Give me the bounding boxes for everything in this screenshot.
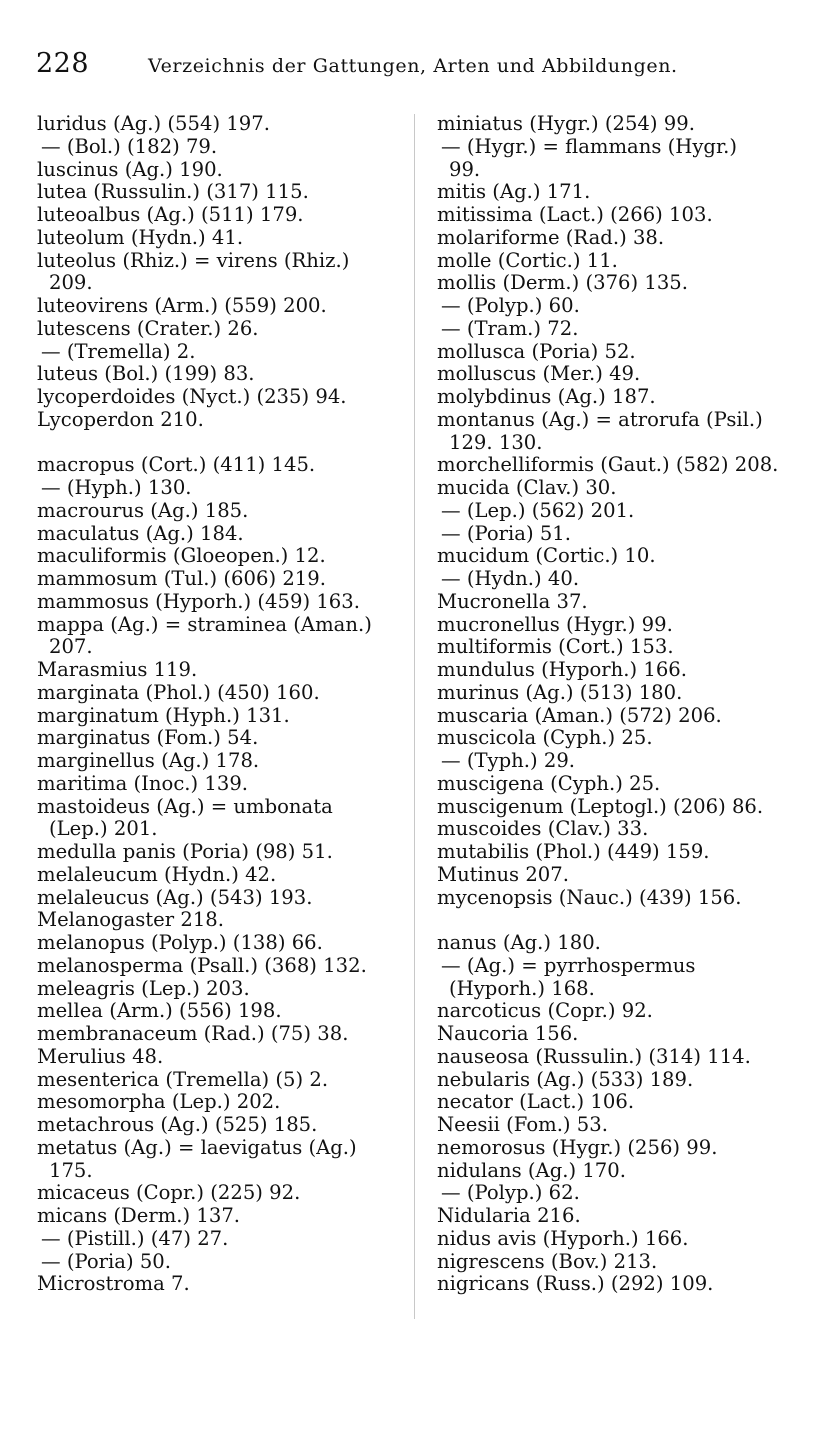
index-entry: narcoticus (Copr.) 92.: [437, 999, 653, 1023]
index-entry: melaleucus (Ag.) (543) 193.: [37, 885, 313, 909]
index-entry: muscaria (Aman.) (572) 206.: [437, 703, 722, 727]
index-entry: micaceus (Copr.) (225) 92.: [37, 1181, 301, 1205]
index-entry: molle (Cortic.) 11.: [437, 248, 618, 272]
index-entry: — (Ag.) = pyrrhospermus: [441, 953, 696, 977]
column-divider: [414, 114, 415, 1319]
page-number: 228: [36, 48, 90, 79]
index-entry: membranaceum (Rad.) (75) 38.: [37, 1022, 349, 1045]
index-entry: mellea (Arm.) (556) 198.: [37, 999, 282, 1023]
index-entry: nidulans (Ag.) 170.: [437, 1158, 626, 1182]
index-entry: 209.: [49, 271, 93, 295]
index-entry: maculatus (Ag.) 184.: [37, 521, 244, 545]
index-entry: — (Typh.) 29.: [441, 749, 576, 772]
index-entry: medulla panis (Poria) (98) 51.: [37, 840, 333, 863]
page-header: [36, 48, 796, 84]
index-entry: — (Poria) 50.: [41, 1249, 171, 1273]
index-entry: (Lep.) 201.: [49, 817, 158, 841]
index-entry: luteolus (Rhiz.) = virens (Rhiz.): [37, 248, 350, 272]
index-entry: mycenopsis (Nauc.) (439) 156.: [437, 885, 742, 909]
index-entry: maculiformis (Gloeopen.) 12.: [37, 544, 326, 568]
index-entry: necator (Lact.) 106.: [437, 1090, 635, 1114]
index-entry: micans (Derm.) 137.: [37, 1204, 241, 1227]
index-entry: Mutinus 207.: [437, 862, 569, 886]
index-entry: marginata (Phol.) (450) 160.: [37, 680, 320, 704]
index-entry: multiformis (Cort.) 153.: [437, 635, 674, 659]
index-entry: luteovirens (Arm.) (559) 200.: [37, 294, 327, 317]
index-entry: nauseosa (Russulin.) (314) 114.: [437, 1044, 751, 1068]
index-entry: luscinus (Ag.) 190.: [37, 157, 223, 181]
index-column-right: [437, 113, 807, 1296]
index-entry: meleagris (Lep.) 203.: [37, 976, 250, 1000]
index-entry: molariforme (Rad.) 38.: [437, 225, 665, 249]
index-entry: morchelliformis (Gaut.) (582) 208.: [437, 453, 779, 477]
index-entry: 129. 130.: [449, 430, 543, 454]
index-entry: — (Polyp.) 60.: [441, 294, 580, 317]
index-entry: Neesii (Fom.) 53.: [437, 1113, 608, 1136]
index-entry: Nidularia 216.: [437, 1204, 581, 1227]
index-entry: luteus (Bol.) (199) 83.: [37, 362, 255, 386]
index-entry: Lycoperdon 210.: [37, 407, 204, 431]
index-entry: — (Bol.) (182) 79.: [41, 134, 218, 158]
index-entry: luridus (Ag.) (554) 197.: [37, 112, 270, 135]
index-entry: mollis (Derm.) (376) 135.: [437, 271, 688, 295]
index-entry: 99.: [449, 157, 481, 181]
index-entry: macrourus (Ag.) 185.: [37, 498, 249, 522]
index-entry: Marasmius 119.: [37, 658, 198, 681]
index-entry: muscigena (Cyph.) 25.: [437, 771, 661, 795]
index-entry: mesomorpha (Lep.) 202.: [37, 1090, 281, 1114]
index-entry: molybdinus (Ag.) 187.: [437, 385, 656, 408]
index-entry: marginatum (Hyph.) 131.: [37, 703, 290, 727]
index-entry: Merulius 48.: [37, 1044, 164, 1068]
index-entry: metatus (Ag.) = laevigatus (Ag.): [37, 1135, 357, 1159]
index-entry: muscoides (Clav.) 33.: [437, 817, 649, 841]
index-entry: melanopus (Polyp.) (138) 66.: [37, 931, 323, 954]
index-entry: — (Hyph.) 130.: [41, 476, 192, 499]
index-entry: — (Hygr.) = flammans (Hygr.): [441, 134, 738, 158]
index-entry: melanosperma (Psall.) (368) 132.: [37, 953, 367, 977]
index-entry: macropus (Cort.) (411) 145.: [37, 453, 316, 477]
index-entry: — (Tremella) 2.: [41, 339, 196, 363]
index-entry: maritima (Inoc.) 139.: [37, 771, 249, 795]
index-entry: Mucronella 37.: [437, 589, 588, 613]
index-entry: nemorosus (Hygr.) (256) 99.: [437, 1135, 718, 1159]
index-entry: Melanogaster 218.: [37, 908, 224, 932]
index-entry: metachrous (Ag.) (525) 185.: [37, 1113, 318, 1136]
index-entry: — (Lep.) (562) 201.: [441, 498, 635, 522]
index-entry: mappa (Ag.) = straminea (Aman.): [37, 612, 372, 636]
section-gap: [37, 432, 407, 455]
index-entry: murinus (Ag.) (513) 180.: [437, 680, 683, 704]
section-gap: [437, 909, 807, 932]
index-entry: mucida (Clav.) 30.: [437, 476, 617, 499]
index-entry: nebularis (Ag.) (533) 189.: [437, 1067, 694, 1091]
index-entry: mutabilis (Phol.) (449) 159.: [437, 840, 710, 863]
index-entry: mitissima (Lact.) (266) 103.: [437, 203, 713, 226]
running-title: Verzeichnis der Gattungen, Arten und Abbildungen.: [148, 55, 678, 77]
index-entry: mammosus (Hyporh.) (459) 163.: [37, 589, 360, 613]
index-entry: nidus avis (Hyporh.) 166.: [437, 1226, 689, 1250]
index-entry: lutea (Russulin.) (317) 115.: [37, 180, 309, 204]
index-entry: — (Polyp.) 62.: [441, 1181, 580, 1205]
index-entry: luteolum (Hydn.) 41.: [37, 225, 244, 249]
index-entry: 207.: [49, 635, 93, 659]
index-entry: — (Poria) 51.: [441, 521, 571, 545]
index-entry: mollusca (Poria) 52.: [437, 339, 636, 363]
index-entry: nigricans (Russ.) (292) 109.: [437, 1272, 714, 1296]
index-entry: nigrescens (Bov.) 213.: [437, 1249, 658, 1273]
index-entry: mammosum (Tul.) (606) 219.: [37, 567, 326, 590]
index-entry: marginatus (Fom.) 54.: [37, 726, 259, 750]
index-entry: (Hyporh.) 168.: [449, 976, 595, 1000]
index-entry: luteoalbus (Ag.) (511) 179.: [37, 203, 304, 226]
index-column-left: [37, 113, 407, 1296]
index-entry: mesenterica (Tremella) (5) 2.: [37, 1067, 329, 1091]
index-entry: lycoperdoides (Nyct.) (235) 94.: [37, 385, 347, 408]
index-entry: nanus (Ag.) 180.: [437, 931, 601, 954]
index-entry: muscigenum (Leptogl.) (206) 86.: [437, 794, 764, 818]
index-entry: mucidum (Cortic.) 10.: [437, 544, 656, 568]
index-entry: muscicola (Cyph.) 25.: [437, 726, 653, 750]
index-entry: — (Hydn.) 40.: [441, 567, 580, 590]
index-entry: mucronellus (Hygr.) 99.: [437, 612, 673, 636]
index-entry: mitis (Ag.) 171.: [437, 180, 591, 204]
index-entry: miniatus (Hygr.) (254) 99.: [437, 112, 695, 135]
index-entry: Microstroma 7.: [37, 1272, 190, 1296]
index-entry: mundulus (Hyporh.) 166.: [437, 658, 688, 681]
index-entry: — (Pistill.) (47) 27.: [41, 1226, 229, 1250]
index-entry: melaleucum (Hydn.) 42.: [37, 862, 277, 886]
index-entry: 175.: [49, 1158, 93, 1182]
index-entry: mastoideus (Ag.) = umbonata: [37, 794, 333, 818]
index-entry: marginellus (Ag.) 178.: [37, 749, 260, 772]
index-entry: lutescens (Crater.) 26.: [37, 316, 259, 340]
index-entry: — (Tram.) 72.: [441, 316, 579, 340]
index-entry: Naucoria 156.: [437, 1022, 579, 1045]
index-entry: montanus (Ag.) = atrorufa (Psil.): [437, 407, 763, 431]
index-entry: molluscus (Mer.) 49.: [437, 362, 641, 386]
